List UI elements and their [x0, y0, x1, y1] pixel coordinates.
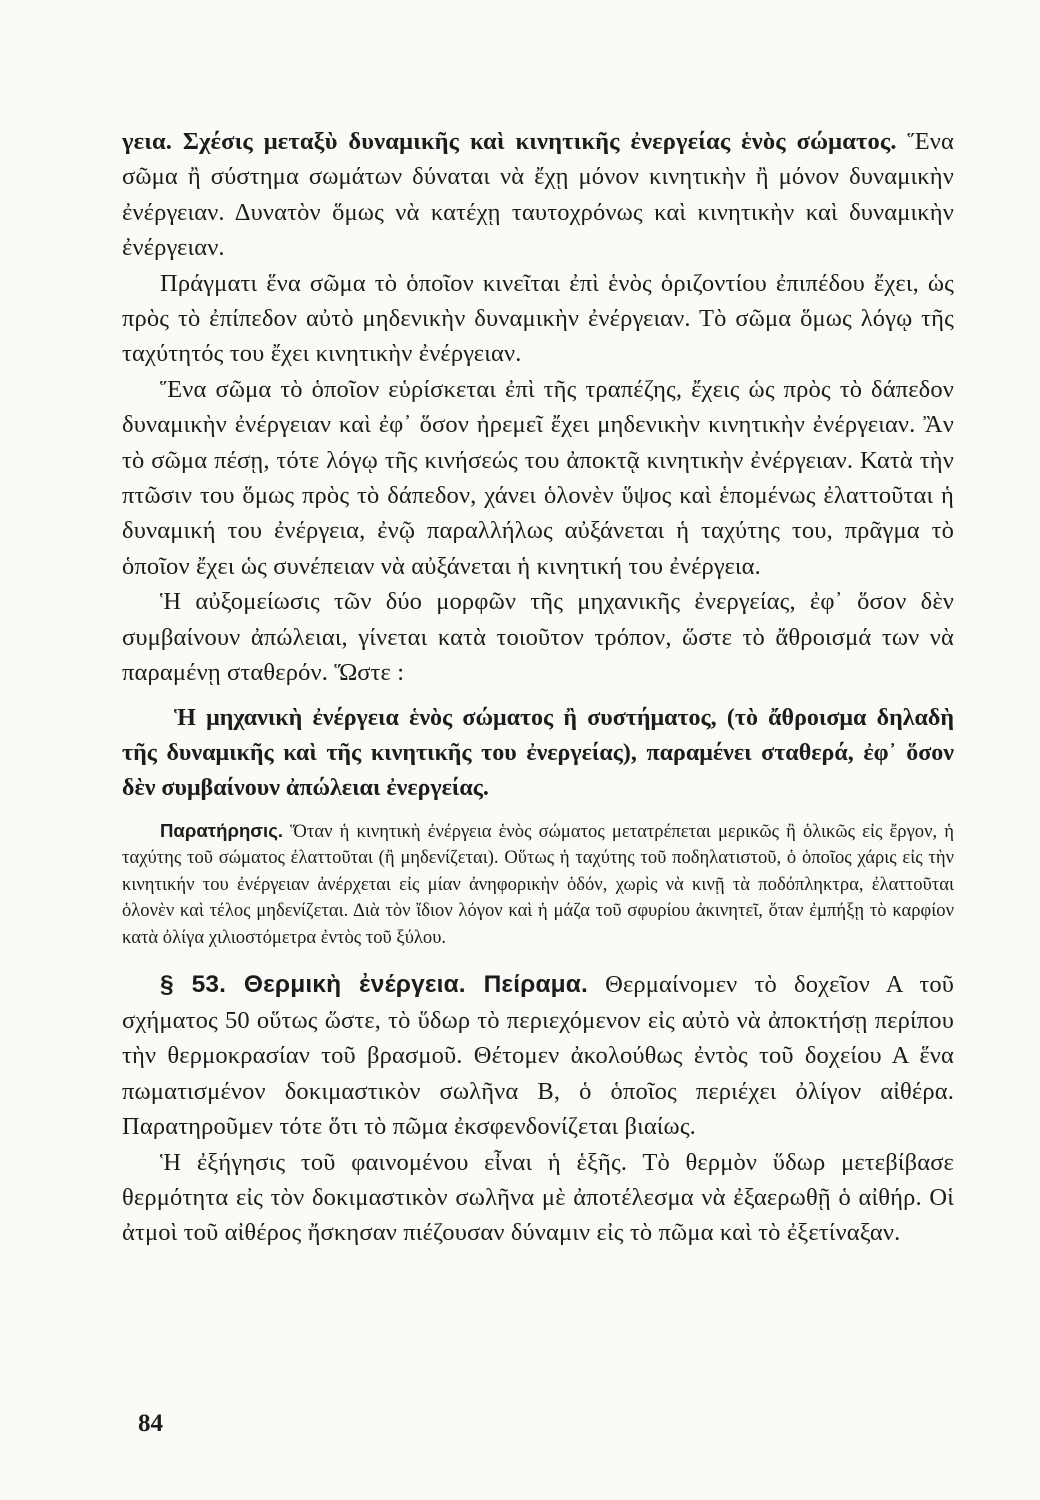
page-number: 84 — [138, 1410, 163, 1437]
paragraph-sum-constant: Ἡ αὐξομείωσις τῶν δύο μορφῶν τῆς μηχανικῆς ἐνεργείας, ἐφ᾽ ὅσον δὲν συμβαίνουν ἀπώλειαι, γίνεται κατὰ τοιοῦτον τρόπον, ὥστε τὸ ἄθροισμά των νὰ παραμένῃ σταθερόν. Ὥστε : — [122, 588, 954, 687]
paragraph-horizontal-plane: Πράγματι ἕνα σῶμα τὸ ὁποῖον κινεῖται ἐπὶ ἑνὸς ὁριζοντίου ἐπιπέδου ἔχει, ὡς πρὸς τὸ ἐπίπεδον αὐτὸ μηδενικὴν δυναμικὴν ἐνέργειαν. Τὸ σῶμα ὅμως λόγῳ τῆς ταχύτητός του ἔχει κινητικὴν ἐνέργειαν. — [122, 269, 954, 368]
paragraph-explanation: Ἡ ἐξήγησις τοῦ φαινομένου εἶναι ἡ ἑξῆς. Τὸ θερμὸν ὕδωρ μετεβίβασε θερμότητα εἰς τὸν δοκιμαστικὸν σωλῆνα μὲ ἀποτέλεσμα νὰ ἐξαερωθῇ ὁ αἰθήρ. Οἱ ἀτμοὶ τοῦ αἰθέρος ἤσκησαν πιέζουσαν δύναμιν εἰς τὸ πῶμα καὶ τὸ ἐξετίναξαν. — [122, 1148, 954, 1247]
paragraph-table-body: Ἕνα σῶμα τὸ ὁποῖον εὑρίσκεται ἐπὶ τῆς τραπέζης, ἔχεις ὡς πρὸς τὸ δάπεδον δυναμικὴν ἐνέργειαν καὶ ἐφ᾽ ὅσον ἠρεμεῖ ἔχει μηδενικὴν κινητικὴν ἐνέργειαν. Ἂν τὸ σῶμα πέσῃ, τότε λόγῳ τῆς κινήσεώς του ἀποκτᾷ κινητικὴν ἐνέργειαν. Κατὰ τὴν πτῶσιν του ὅμως πρὸς τὸ δάπεδον, χάνει ὁλονὲν ὕψος καὶ ἑπομένως ἐλαττοῦται ἡ δυναμική του ἐνέργεια, ἐνῷ παραλλήλως αὐξάνεται ἡ ταχύτης του, πρᾶγμα τὸ ὁποῖον ἔχει ὡς συνέπειαν νὰ αὐξάνεται ἡ κινητική του ἐνέργεια. — [122, 375, 954, 580]
section-53-paragraph — [122, 967, 954, 1144]
page-body — [122, 124, 954, 1251]
section-heading: § 53. Θερμικὴ ἐνέργεια. Πείραμα. — [160, 971, 588, 999]
paragraph-bold-lead: γεια. Σχέσις μεταξὺ δυναμικῆς καὶ κινητικῆς ἐνεργείας ἑνὸς σώματος. — [122, 128, 897, 155]
note-label: Παρατήρησις. — [160, 819, 284, 841]
paragraph-energy-relation — [122, 124, 954, 266]
section-text: Θερμαίνομεν τὸ δοχεῖον Α τοῦ σχήματος 50 οὕτως ὥστε, τὸ ὕδωρ τὸ περιεχόμενον εἰς αὐτὸ νὰ ἀποκτήσῃ περίπου τὴν θερμοκρασίαν τοῦ βρασμοῦ. Θέτομεν ἀκολούθως ἐντὸς τοῦ δοχείου Α ἕνα πωματισμένον δοκιμαστικὸν σωλῆνα Β, ὁ ὁποῖος περιέχει ὀλίγον αἰθέρα. Παρατηροῦμεν τότε ὅτι τὸ πῶμα ἐκσφενδονίζεται βιαίως. — [122, 971, 954, 1141]
law-statement: Ἡ μηχανικὴ ἐνέργεια ἑνὸς σώματος ἢ συστήματος, (τὸ ἄθροισμα δηλαδὴ τῆς δυναμικῆς καὶ τῆς κινητικῆς του ἐνεργείας), παραμένει σταθερά, ἐφ᾽ ὅσον δὲν συμβαίνουν ἀπώλειαι ἐνεργείας. — [122, 704, 954, 801]
note-text: Ὅταν ἡ κινητικὴ ἐνέργεια ἑνὸς σώματος μετατρέπεται μερικῶς ἢ ὁλικῶς εἰς ἔργον, ἡ ταχύτης τοῦ σώματος ἐλαττοῦται (ἢ μηδενίζεται). Οὕτως ἡ ταχύτης τοῦ ποδηλατιστοῦ, ὁ ὁποῖος χάρις εἰς τὴν κινητικήν του ἐνέργειαν ἀνέρχεται εἰς μίαν ἀνηφορικὴν ὁδόν, χωρὶς νὰ κινῇ τὰ ποδόπληκτρα, ἐλαττοῦται ὁλονὲν καὶ τέλος μηδενίζεται. Διὰ τὸν ἴδιον λόγον καὶ ἡ μάζα τοῦ σφυρίου ἀκινητεῖ, ὅταν ἐμπήξῃ τὸ καρφίον κατὰ ὀλίγα χιλιοστόμετρα ἐντὸς τοῦ ξύλου. — [122, 820, 954, 948]
note-paragraph — [122, 818, 954, 952]
paragraph-text: Ἕνα σῶμα ἢ σύστημα σωμάτων δύναται νὰ ἔχῃ μόνον κινητικὴν ἢ μόνον δυναμικὴν ἐνέργειαν. Δυνατὸν ὅμως νὰ κατέχῃ ταυτοχρόνως καὶ κινητικὴν καὶ δυναμικὴν ἐνέργειαν. — [122, 128, 955, 262]
